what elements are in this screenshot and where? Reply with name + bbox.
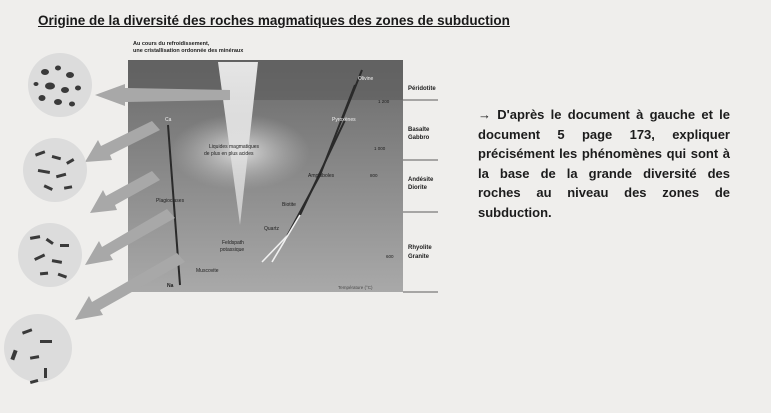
rock-andesite: Andésite [408,177,434,183]
temp-1200: 1 200 [378,99,390,104]
temp-600: 600 [386,254,394,259]
mineral-biotite: Biotite [282,202,296,208]
rock-thumbnail-4 [4,314,72,384]
mineral-quartz: Quartz [264,226,280,232]
mineral-na: Na [167,283,174,289]
mineral-feldspath-2: potassique [220,247,245,253]
temp-1000: 1 000 [374,146,386,151]
mineral-amphiboles: Amphiboles [308,173,335,179]
liquids-label-1: Liquides magmatiques [209,144,260,150]
rock-thumbnail-1 [28,53,92,117]
diagram-header-1: Au cours du refroidissement, [133,41,210,47]
rock-gabbro: Gabbro [408,135,430,141]
mineral-pyroxenes: Pyroxènes [332,117,356,123]
mineral-olivine: Olivine [358,76,374,82]
page-title: Origine de la diversité des roches magmatiques des zones de subduction [38,13,510,28]
rock-granite: Granite [408,254,430,260]
diagram-header-2: une cristallisation ordonnée des minéraux [133,48,244,54]
diagram-caption: Température (°C) [338,285,373,290]
rock-thumbnail-3 [18,223,82,287]
rock-rhyolite: Rhyolite [408,245,432,251]
liquids-label-2: de plus en plus acides [204,151,254,157]
mineral-muscovite: Muscovite [196,268,219,274]
instruction-text: → D'après le document à gauche et le document 5 page 173, expliquer précisément les phénomènes qui sont à la base de la grande diversité des roches au niveau des zones de subduction. [478,107,730,220]
rock-basalte: Basalte [408,127,430,133]
temp-800: 800 [370,173,378,178]
rock-peridotite: Péridotite [408,86,436,92]
rock-diorite: Diorite [408,185,428,191]
rock-thumbnail-2 [23,138,87,202]
mineral-ca: Ca [165,117,172,123]
mineral-feldspath-1: Feldspath [222,240,244,246]
mineral-plagioclases: Plagioclases [156,198,185,204]
